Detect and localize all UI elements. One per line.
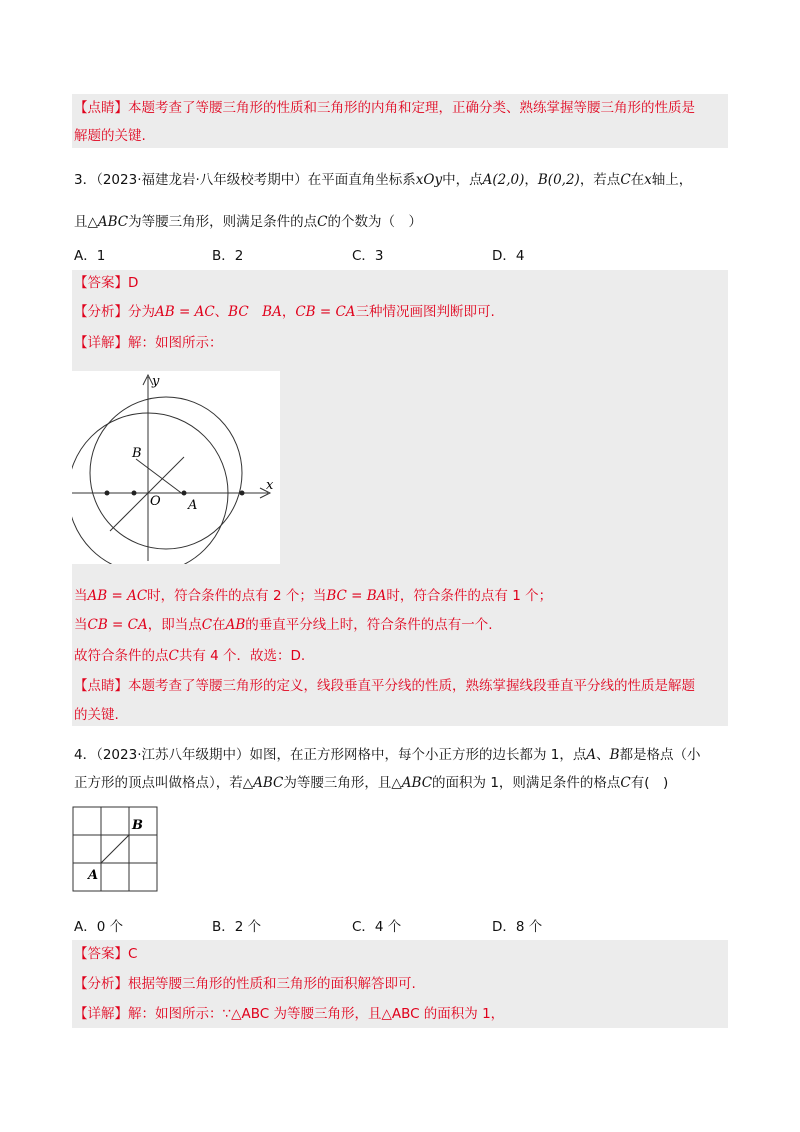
- perpendicular-bisector: [110, 457, 184, 531]
- label-o: O: [150, 494, 161, 509]
- label-b: B: [132, 818, 143, 833]
- q4-answer: 【答案】C: [74, 946, 138, 962]
- q3-result-line1: 当AB = AC时，符合条件的点有 2 个；当BC = BA时，符合条件的点有 1 个；: [74, 588, 553, 604]
- top-note-line1: 【点睛】本题考查了等腰三角形的性质和三角形的内角和定理，正确分类、熟练掌握等腰三角形的性质是: [74, 100, 695, 116]
- q4-figure: [72, 806, 160, 894]
- q4-stem-line1: 4．（2023·江苏八年级期中）如图，在正方形网格中，每个小正方形的边长都为 1，点A、B都是格点（小: [74, 747, 701, 763]
- q3-result-line3: 故符合条件的点C共有 4 个．故选：D.: [74, 648, 306, 664]
- point-a: [182, 491, 187, 496]
- q3-stem-line1: 3．（2023·福建龙岩·八年级校考期中）在平面直角坐标系xOy中，点A(2,0)，B(0,2)，若点C在x轴上，: [74, 172, 693, 188]
- q4-option-b: B．2 个: [212, 919, 262, 935]
- q3-option-d: D．4: [492, 248, 525, 264]
- label-a: A: [188, 498, 198, 513]
- q3-note-line1: 【点睛】本题考查了等腰三角形的定义，线段垂直平分线的性质，熟练掌握线段垂直平分线的性质是解题: [74, 678, 695, 694]
- top-note-line2: 解题的关键.: [74, 128, 146, 144]
- q3-option-b: B．2: [212, 248, 244, 264]
- circle-centered-b: [90, 397, 242, 549]
- q3-note-line2: 的关键.: [74, 707, 119, 723]
- q3-figure: [72, 371, 280, 564]
- q3-answer: 【答案】D: [74, 275, 139, 291]
- q3-analysis: 【分析】分为AB = AC、BC BA，CB = CA三种情况画图判断即可.: [74, 304, 495, 320]
- label-b: B: [132, 446, 142, 461]
- point-c1: [105, 491, 110, 496]
- circle-centered-o: [72, 413, 228, 564]
- point-c3: [240, 491, 245, 496]
- q4-option-c: C．4 个: [352, 919, 402, 935]
- top-note-label: 【点睛】: [74, 100, 128, 116]
- q4-detail: 【详解】解：如图所示：∵△ABC 为等腰三角形，且△ABC 的面积为 1，: [74, 1006, 505, 1022]
- y-label: y: [152, 374, 160, 389]
- point-c2: [132, 491, 137, 496]
- x-label: x: [266, 478, 274, 493]
- q4-analysis: 【分析】根据等腰三角形的性质和三角形的面积解答即可.: [74, 976, 416, 992]
- label-a: A: [88, 868, 99, 883]
- segment-ab: [101, 835, 129, 863]
- q4-option-a: A．0 个: [74, 919, 124, 935]
- q3-detail: 【详解】解：如图所示：: [74, 335, 223, 351]
- q4-option-d: D．8 个: [492, 919, 543, 935]
- q3-result-line2: 当CB = CA，即当点C在AB的垂直平分线上时，符合条件的点有一个.: [74, 617, 493, 633]
- q3-option-c: C．3: [352, 248, 384, 264]
- grid-figure: [72, 806, 160, 894]
- q3-option-a: A．1: [74, 248, 106, 264]
- coordinate-figure: [72, 371, 280, 564]
- q3-stem-line2: 且△ABC为等腰三角形，则满足条件的点C的个数为（ ）: [74, 214, 422, 230]
- q4-stem-line2: 正方形的顶点叫做格点），若△ABC为等腰三角形，且△ABC的面积为 1，则满足条件的格点C有( ): [74, 775, 669, 791]
